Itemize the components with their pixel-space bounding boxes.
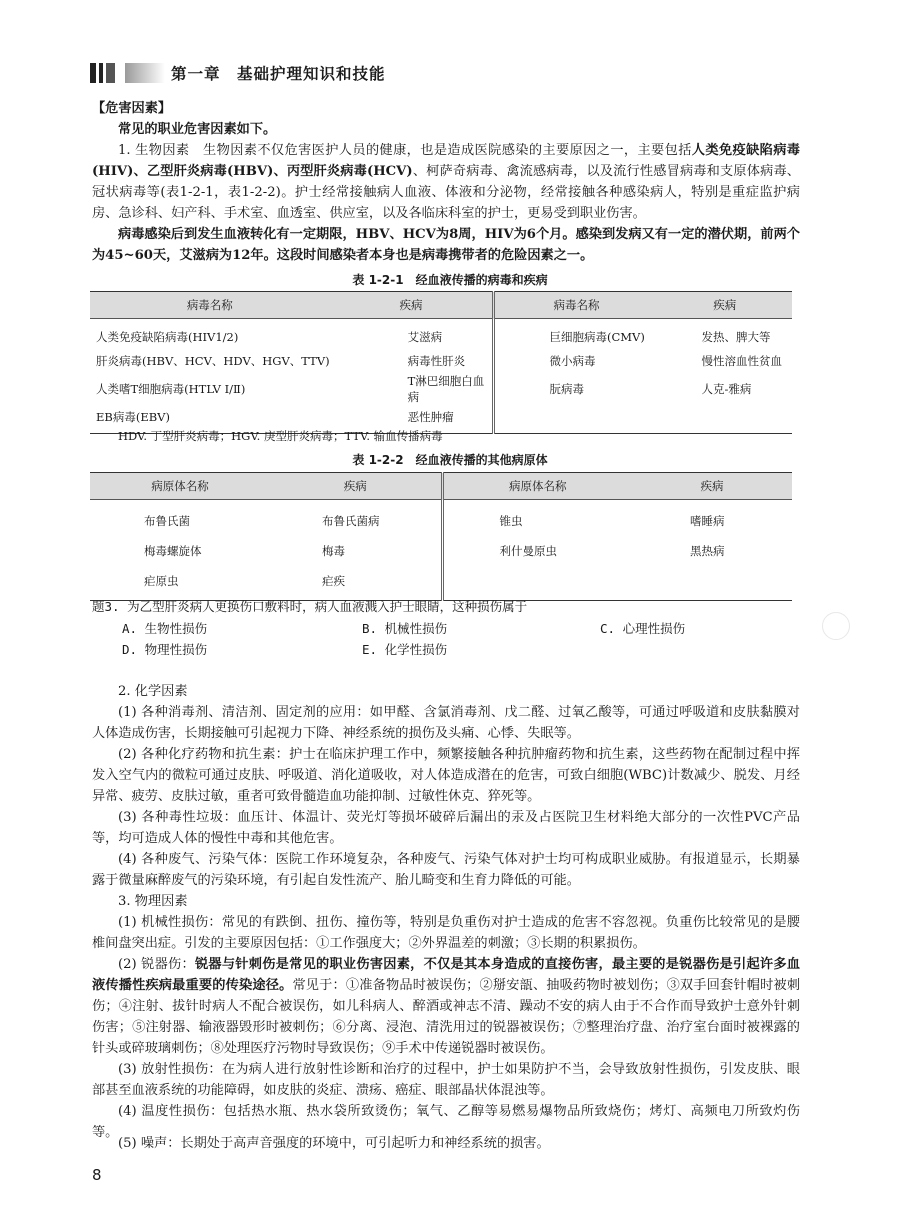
- table2-header: 病原体名称: [442, 473, 632, 500]
- table-cell: 梅毒: [270, 536, 442, 566]
- chem-p4: (4) 各种废气、污染气体：医院工作环境复杂，各种废气、污染气体对护士均可构成职业威胁。有报道显示，长期暴露于微量麻醉废气的污染环境，有引起自发性流产、胎儿畸变和生育力降低的可能。: [92, 852, 800, 888]
- bio-paragraph: [92, 140, 800, 224]
- table2-header: 疾病: [270, 473, 442, 500]
- table-cell: 恶性肿瘤: [330, 405, 494, 434]
- table1-note: HDV. 丁型肝炎病毒；HGV. 庚型肝炎病毒；TTV. 输血传播病毒: [118, 429, 443, 443]
- table-row: [90, 349, 792, 373]
- table-row: [90, 500, 792, 537]
- chem-p2: (2) 各种化疗药物和抗生素：护士在临床护理工作中，频繁接触各种抗肿瘤药物和抗生素，这些药物在配制过程中挥发入空气内的微粒可通过皮肤、呼吸道、消化道吸收，对人体造成潜在的危害，可致白细胞(WBC)计数减少、脱发、月经异常、疲劳、皮肤过敏，重者可致骨髓造血功能抑制、过敏性休克、猝死等。: [92, 747, 800, 804]
- table-cell: 微小病毒: [549, 354, 596, 368]
- phys-p2: [92, 954, 800, 1059]
- table-cell: [494, 405, 658, 434]
- table-cell: 肝炎病毒(HBV、HCV、HDV、HGV、TTV): [96, 354, 330, 368]
- table-cell: 利什曼原虫: [499, 544, 557, 558]
- bio-lead: 1. 生物因素 生物因素不仅危害医护人员的健康，也是造成医院感染的主要原因之一，主要包括: [118, 143, 692, 158]
- question-option-a: A. 生物性损伤: [122, 621, 208, 636]
- question-option-d: D. 物理性损伤: [122, 642, 208, 657]
- table-cell: 锥虫: [499, 514, 523, 528]
- table-cell: 人类免疫缺陷病毒(HIV1/2): [96, 330, 239, 344]
- table-cell: [632, 566, 792, 601]
- table-cell: 朊病毒: [549, 382, 584, 396]
- table-cell: 布鲁氏菌: [144, 514, 190, 528]
- table-row: [90, 373, 792, 405]
- table-cell: 人克-雅病: [701, 382, 752, 396]
- table-cell: 人类嗜T细胞病毒(HTLV Ⅰ/Ⅱ): [96, 382, 246, 396]
- phys-title: 3. 物理因素: [118, 894, 188, 909]
- phys-p3: (3) 放射性损伤：在为病人进行放射性诊断和治疗的过程中，护士如果防护不当，会导致放射性损伤，引发皮肤、眼部甚至血液系统的功能障碍，如皮肤的炎症、溃疡、癌症、眼部晶状体混浊等。: [92, 1062, 800, 1098]
- table-cell: 慢性溶血性贫血: [701, 354, 782, 368]
- question-stem: 题3. 为乙型肝炎病人更换伤口敷料时，病人血液溅入护士眼睛，这种损伤属于: [92, 599, 528, 614]
- table-cell: 布鲁氏菌病: [270, 500, 442, 537]
- bio-bold-paragraph: 病毒感染后到发生血液转化有一定期限，HBV、HCV为8周，HIV为6个月。感染到发病又有一定的潜伏期，前两个为45~60天，艾滋病为12年。这段时间感染者本身也是病毒携带者的危险因素之一。: [92, 227, 800, 263]
- section-title: 【危害因素】: [92, 101, 172, 116]
- table-cell: [442, 566, 632, 601]
- table-row: [90, 566, 792, 601]
- question-option-c: C. 心理性损伤: [600, 621, 686, 636]
- chem-title: 2. 化学因素: [118, 684, 188, 699]
- table-row: [90, 319, 792, 350]
- page-number: 8: [92, 1166, 102, 1184]
- bio-bold-viruses: 人类免疫缺陷病毒(HIV)、乙型肝炎病毒(HBV)、丙型肝炎病毒(HCV): [92, 143, 800, 179]
- table1-header: 病毒名称: [494, 292, 658, 319]
- table-cell: 艾滋病: [330, 319, 494, 350]
- table1-header: 病毒名称: [90, 292, 330, 319]
- chem-p3: (3) 各种毒性垃圾：血压计、体温计、荧光灯等损坏破碎后漏出的汞及占医院卫生材料绝大部分的一次性PVC产品等，均可造成人体的慢性中毒和其他危害。: [92, 810, 800, 846]
- table-cell: EB病毒(EBV): [90, 405, 330, 434]
- table-cell: 嗜睡病: [690, 514, 725, 528]
- bio-rest: 、柯萨奇病毒、禽流感病毒，以及流行性感冒病毒和支原体病毒、冠状病毒等(表1-2-1，表1-2-2)。护士经常接触病人血液、体液和分泌物，经常接触各种感染病人，特别是重症监护病房、急诊科、妇产科、手术室、血透室、供应室，以及各临床科室的护士，更易受到职业伤害。: [92, 164, 800, 221]
- table2-caption: 表 1-2-2 经血液传播的其他病原体: [352, 453, 548, 467]
- phys-p4: (4) 温度性损伤：包括热水瓶、热水袋所致烫伤；氧气、乙醇等易燃易爆物品所致烧伤；烤灯、高频电刀所致灼伤等。: [92, 1104, 800, 1140]
- table-cell: 病毒性肝炎: [330, 349, 494, 373]
- header-gradient-ornament: [125, 63, 165, 83]
- table-cell: 黑热病: [690, 544, 725, 558]
- phys-p2-rest: 常见于：①准备物品时被误伤；②掰安瓿、抽吸药物时被划伤；③双手回套针帽时被刺伤；④注射、拔针时病人不配合被误伤，如儿科病人、醉酒或神志不清、躁动不安的病人由于不合作而导致护士意外针刺伤害；⑤注射器、输液器毁形时被刺伤；⑥分离、浸泡、清洗用过的锐器被误伤；⑦整理治疗盘、治疗室台面时被裸露的针头或碎玻璃刺伤；⑧处理医疗污物时导致误伤；⑨手术中传递锐器时被误伤。: [92, 978, 801, 1056]
- table-cell: [657, 405, 792, 434]
- table1-caption: 表 1-2-1 经血液传播的病毒和疾病: [352, 273, 548, 287]
- phys-p5: (5) 噪声：长期处于高声音强度的环境中，可引起听力和神经系统的损害。: [118, 1136, 550, 1151]
- phys-p2-bold: 锐器与针刺伤是常见的职业伤害因素，不仅是其本身造成的直接伤害，最主要的是锐器伤是引起许多血液传播性疾病最重要的传染途径。: [92, 957, 801, 993]
- table2-header: 病原体名称: [90, 473, 270, 500]
- watermark-logo-icon: [822, 612, 850, 640]
- chapter-header: [90, 62, 386, 84]
- intro-text: 常见的职业危害因素如下。: [118, 122, 277, 137]
- chapter-title: 第一章 基础护理知识和技能: [171, 65, 386, 83]
- table1-header: 疾病: [330, 292, 494, 319]
- table2-header: 疾病: [632, 473, 792, 500]
- question-option-b: B. 机械性损伤: [362, 621, 448, 636]
- question-option-e: E. 化学性损伤: [362, 642, 448, 657]
- table-cell: 梅毒螺旋体: [144, 544, 202, 558]
- table-cell: 发热、脾大等: [701, 330, 771, 344]
- table-cell: 疟疾: [270, 566, 442, 601]
- table2: [90, 472, 792, 601]
- table1: [90, 291, 792, 434]
- table-cell: 巨细胞病毒(CMV): [549, 330, 645, 344]
- table-cell: 疟原虫: [90, 566, 270, 601]
- table1-header: 疾病: [657, 292, 792, 319]
- header-bars-ornament: [90, 63, 115, 83]
- table-row: [90, 536, 792, 566]
- phys-p2-lead: (2) 锐器伤：: [118, 957, 195, 972]
- phys-p1: (1) 机械性损伤：常见的有跌倒、扭伤、撞伤等，特别是负重伤对护士造成的危害不容忽视。负重伤比较常见的是腰椎间盘突出症。引发的主要原因包括：①工作强度大；②外界温差的刺激；③长期的积累损伤。: [92, 915, 800, 951]
- chem-p1: (1) 各种消毒剂、清洁剂、固定剂的应用：如甲醛、含氯消毒剂、戊二醛、过氧乙酸等，可通过呼吸道和皮肤黏膜对人体造成伤害，长期接触可引起视力下降、神经系统的损伤及头痛、心悸、失眠等。: [92, 705, 800, 741]
- table-cell: T淋巴细胞白血病: [330, 373, 494, 405]
